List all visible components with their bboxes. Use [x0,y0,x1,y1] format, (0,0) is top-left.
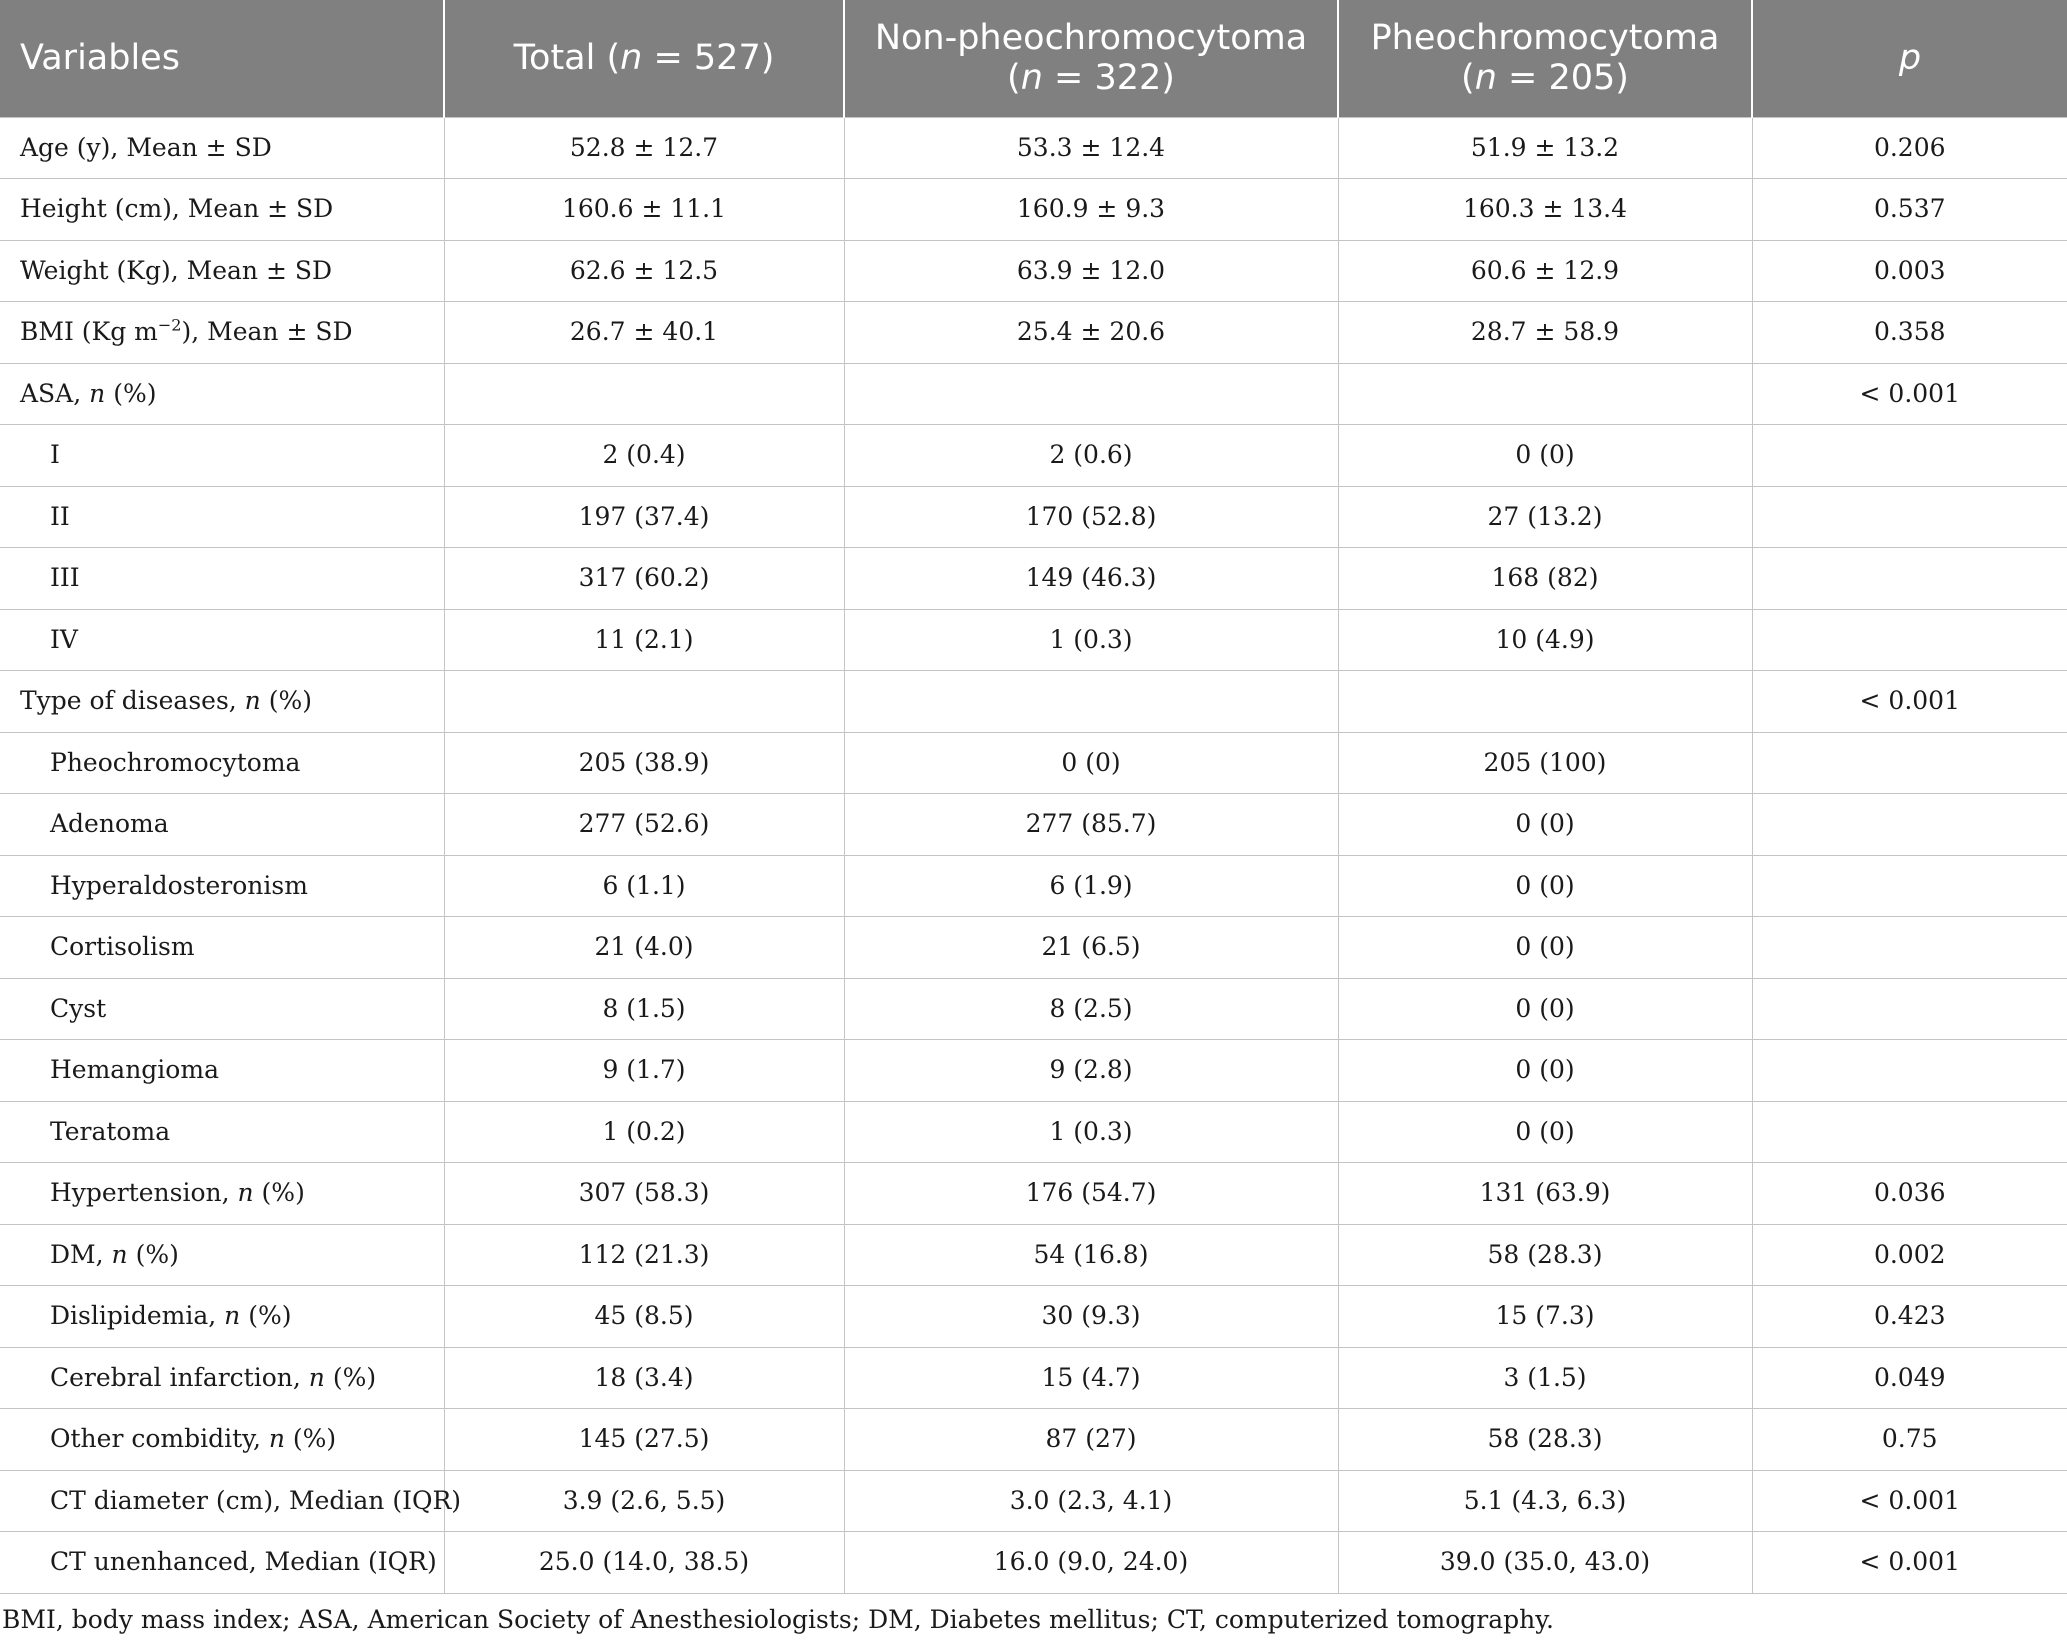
cell-non-pheochromocytoma: 15 (4.7) [844,1347,1338,1409]
row-label: Adenoma [0,794,444,856]
cell-p-value: < 0.001 [1752,1470,2067,1532]
table-row [0,1224,2067,1286]
cell-total: 25.0 (14.0, 38.5) [444,1532,844,1594]
cell-pheochromocytoma: 58 (28.3) [1338,1409,1752,1471]
cell-non-pheochromocytoma [844,671,1338,733]
cell-non-pheochromocytoma: 30 (9.3) [844,1286,1338,1348]
row-label: DM, n (%) [0,1224,444,1286]
cell-p-value: 0.423 [1752,1286,2067,1348]
row-label: Age (y), Mean ± SD [0,117,444,179]
cell-non-pheochromocytoma: 1 (0.3) [844,1101,1338,1163]
cell-non-pheochromocytoma: 6 (1.9) [844,855,1338,917]
row-label: Teratoma [0,1101,444,1163]
row-label: CT unenhanced, Median (IQR) [0,1532,444,1594]
cell-p-value: 0.002 [1752,1224,2067,1286]
table-row [0,302,2067,364]
header-pheochromocytoma: Pheochromocytoma (n = 205) [1338,0,1752,117]
table-row [0,1040,2067,1102]
table-row [0,179,2067,241]
cell-total: 9 (1.7) [444,1040,844,1102]
table-row [0,363,2067,425]
table-row [0,240,2067,302]
header-total: Total (n = 527) [444,0,844,117]
row-label: Hyperaldosteronism [0,855,444,917]
cell-p-value: 0.036 [1752,1163,2067,1225]
row-label: Cerebral infarction, n (%) [0,1347,444,1409]
table-row [0,794,2067,856]
cell-non-pheochromocytoma [844,363,1338,425]
table-row [0,1163,2067,1225]
row-label: Pheochromocytoma [0,732,444,794]
table-row [0,117,2067,179]
cell-pheochromocytoma: 3 (1.5) [1338,1347,1752,1409]
cell-non-pheochromocytoma: 87 (27) [844,1409,1338,1471]
cell-total: 52.8 ± 12.7 [444,117,844,179]
cell-pheochromocytoma: 27 (13.2) [1338,486,1752,548]
cell-total: 205 (38.9) [444,732,844,794]
cell-p-value: 0.358 [1752,302,2067,364]
row-label: Other combidity, n (%) [0,1409,444,1471]
table-row [0,732,2067,794]
row-label: II [0,486,444,548]
cell-non-pheochromocytoma: 277 (85.7) [844,794,1338,856]
row-label: Height (cm), Mean ± SD [0,179,444,241]
cell-p-value: 0.049 [1752,1347,2067,1409]
header-non-pheochromocytoma: Non-pheochromocytoma (n = 322) [844,0,1338,117]
cell-non-pheochromocytoma: 160.9 ± 9.3 [844,179,1338,241]
table-row [0,1347,2067,1409]
table-row [0,1286,2067,1348]
row-label: I [0,425,444,487]
table-row [0,1470,2067,1532]
cell-total: 6 (1.1) [444,855,844,917]
cell-total: 317 (60.2) [444,548,844,610]
cell-non-pheochromocytoma: 8 (2.5) [844,978,1338,1040]
cell-total: 62.6 ± 12.5 [444,240,844,302]
cell-pheochromocytoma: 205 (100) [1338,732,1752,794]
cell-total: 8 (1.5) [444,978,844,1040]
cell-pheochromocytoma [1338,671,1752,733]
table-row [0,1532,2067,1594]
cell-p-value: 0.537 [1752,179,2067,241]
cell-total: 26.7 ± 40.1 [444,302,844,364]
cell-pheochromocytoma: 15 (7.3) [1338,1286,1752,1348]
cell-p-value [1752,978,2067,1040]
table-row [0,1409,2067,1471]
cell-pheochromocytoma: 5.1 (4.3, 6.3) [1338,1470,1752,1532]
cell-total: 45 (8.5) [444,1286,844,1348]
cell-non-pheochromocytoma: 25.4 ± 20.6 [844,302,1338,364]
cell-total: 197 (37.4) [444,486,844,548]
cell-p-value: 0.75 [1752,1409,2067,1471]
cell-non-pheochromocytoma: 1 (0.3) [844,609,1338,671]
row-label: III [0,548,444,610]
cell-non-pheochromocytoma: 176 (54.7) [844,1163,1338,1225]
cell-total: 18 (3.4) [444,1347,844,1409]
table-row [0,425,2067,487]
table-row [0,548,2067,610]
cell-total: 1 (0.2) [444,1101,844,1163]
cell-total: 145 (27.5) [444,1409,844,1471]
cell-pheochromocytoma: 0 (0) [1338,794,1752,856]
cell-total: 11 (2.1) [444,609,844,671]
table-row [0,917,2067,979]
header-row [0,0,2067,117]
cell-total: 3.9 (2.6, 5.5) [444,1470,844,1532]
cell-non-pheochromocytoma: 2 (0.6) [844,425,1338,487]
cell-pheochromocytoma: 0 (0) [1338,917,1752,979]
cell-pheochromocytoma: 0 (0) [1338,425,1752,487]
cell-total: 277 (52.6) [444,794,844,856]
cell-p-value [1752,486,2067,548]
cell-pheochromocytoma: 0 (0) [1338,855,1752,917]
cell-pheochromocytoma: 131 (63.9) [1338,1163,1752,1225]
row-label: CT diameter (cm), Median (IQR) [0,1470,444,1532]
cell-total [444,671,844,733]
row-label: Cyst [0,978,444,1040]
cell-total: 112 (21.3) [444,1224,844,1286]
cell-total: 21 (4.0) [444,917,844,979]
cell-non-pheochromocytoma: 3.0 (2.3, 4.1) [844,1470,1338,1532]
table-row [0,609,2067,671]
cell-non-pheochromocytoma: 53.3 ± 12.4 [844,117,1338,179]
cell-pheochromocytoma: 0 (0) [1338,1101,1752,1163]
cell-p-value: 0.206 [1752,117,2067,179]
cell-pheochromocytoma: 60.6 ± 12.9 [1338,240,1752,302]
cell-non-pheochromocytoma: 0 (0) [844,732,1338,794]
cell-non-pheochromocytoma: 63.9 ± 12.0 [844,240,1338,302]
cell-non-pheochromocytoma: 21 (6.5) [844,917,1338,979]
cell-total [444,363,844,425]
row-label: BMI (Kg $m^{-2}$), Mean ± SD [0,302,444,364]
cell-total: 2 (0.4) [444,425,844,487]
table-footnote: BMI, body mass index; ASA, American Society of Anesthesiologists; DM, Diabetes mellitus; CT, computerized tomography. [2,1605,1554,1634]
cell-pheochromocytoma: 168 (82) [1338,548,1752,610]
cell-p-value: < 0.001 [1752,363,2067,425]
table-row [0,671,2067,733]
cell-pheochromocytoma: 10 (4.9) [1338,609,1752,671]
cell-p-value [1752,1101,2067,1163]
cell-p-value [1752,1040,2067,1102]
cell-pheochromocytoma: 58 (28.3) [1338,1224,1752,1286]
cell-p-value [1752,609,2067,671]
cell-p-value [1752,917,2067,979]
cell-total: 160.6 ± 11.1 [444,179,844,241]
table-row [0,486,2067,548]
table-row [0,978,2067,1040]
row-label: Type of diseases, n (%) [0,671,444,733]
row-label: ASA, n (%) [0,363,444,425]
cell-pheochromocytoma: 39.0 (35.0, 43.0) [1338,1532,1752,1594]
cell-pheochromocytoma: 0 (0) [1338,978,1752,1040]
cell-non-pheochromocytoma: 149 (46.3) [844,548,1338,610]
cell-p-value [1752,732,2067,794]
cell-total: 307 (58.3) [444,1163,844,1225]
cell-p-value [1752,855,2067,917]
cell-p-value: < 0.001 [1752,671,2067,733]
cell-p-value [1752,548,2067,610]
header-variables: Variables [0,0,444,117]
row-label: IV [0,609,444,671]
row-label: Cortisolism [0,917,444,979]
cell-p-value: < 0.001 [1752,1532,2067,1594]
cell-non-pheochromocytoma: 16.0 (9.0, 24.0) [844,1532,1338,1594]
table-row [0,1101,2067,1163]
row-label: Dislipidemia, n (%) [0,1286,444,1348]
row-label: Hemangioma [0,1040,444,1102]
cell-non-pheochromocytoma: 9 (2.8) [844,1040,1338,1102]
cell-pheochromocytoma: 28.7 ± 58.9 [1338,302,1752,364]
cell-pheochromocytoma: 160.3 ± 13.4 [1338,179,1752,241]
cell-p-value: 0.003 [1752,240,2067,302]
cell-pheochromocytoma: 0 (0) [1338,1040,1752,1102]
cell-non-pheochromocytoma: 54 (16.8) [844,1224,1338,1286]
cell-p-value [1752,425,2067,487]
cell-non-pheochromocytoma: 170 (52.8) [844,486,1338,548]
cell-pheochromocytoma: 51.9 ± 13.2 [1338,117,1752,179]
header-p-value: p [1752,0,2067,117]
cell-p-value [1752,794,2067,856]
table-row [0,855,2067,917]
row-label: Hypertension, n (%) [0,1163,444,1225]
cell-pheochromocytoma [1338,363,1752,425]
row-label: Weight (Kg), Mean ± SD [0,240,444,302]
